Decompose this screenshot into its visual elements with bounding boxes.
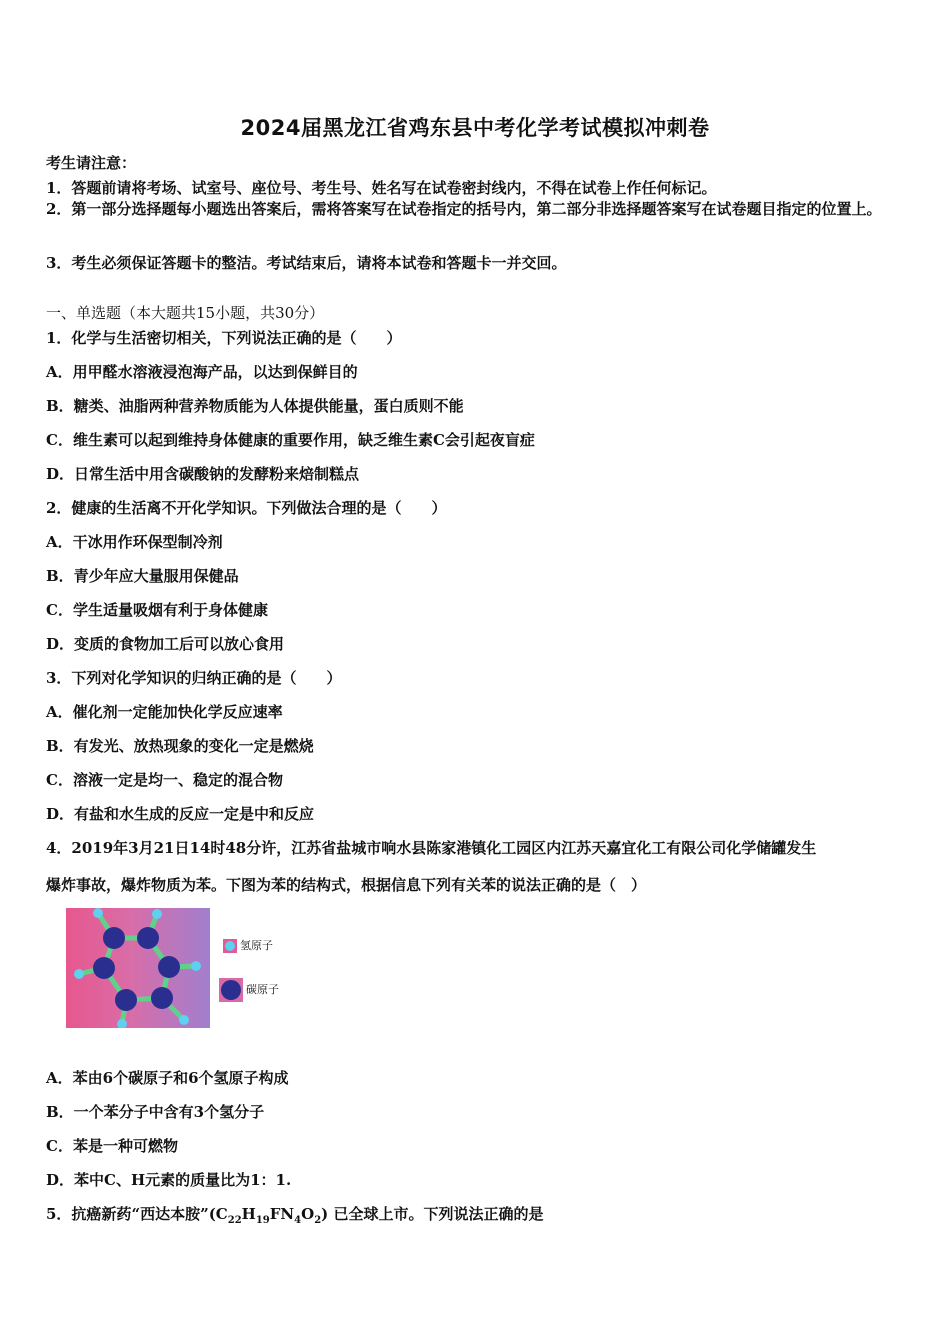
question-5-stem bbox=[46, 1203, 543, 1226]
notice-item-3: 3．考生必须保证答题卡的整洁。考试结束后，请将本试卷和答题卡一并交回。 bbox=[46, 254, 567, 272]
question-4-option-c: C．苯是一种可燃物 bbox=[46, 1137, 178, 1155]
question-3-option-b: B．有发光、放热现象的变化一定是燃烧 bbox=[46, 737, 314, 755]
question-2-stem: 2．健康的生活离不开化学知识。下列做法合理的是（ ） bbox=[46, 499, 447, 517]
question-4-option-b: B．一个苯分子中含有3个氢分子 bbox=[46, 1103, 265, 1121]
q5-suffix: ) 已全球上市。下列说法正确的是 bbox=[321, 1205, 544, 1223]
q5-h: H bbox=[241, 1205, 256, 1223]
question-1-option-d: D．日常生活中用含碳酸钠的发酵粉来焙制糕点 bbox=[46, 465, 360, 483]
legend-hydrogen bbox=[223, 937, 273, 953]
question-2-option-d: D．变质的食物加工后可以放心食用 bbox=[46, 635, 285, 653]
q5-fn: FN bbox=[269, 1205, 295, 1223]
q5-sub-c: 22 bbox=[227, 1215, 242, 1226]
q5-prefix: 5．抗癌新药“西达本胺”(C bbox=[46, 1205, 228, 1223]
carbon-atom-icon bbox=[219, 978, 243, 1002]
q5-sub-n: 4 bbox=[294, 1215, 302, 1226]
hydrogen-atom-icon bbox=[223, 939, 237, 953]
page-title: 2024届黑龙江省鸡东县中考化学考试模拟冲刺卷 bbox=[240, 116, 710, 140]
q5-sub-h: 19 bbox=[255, 1215, 270, 1226]
question-1-option-c: C．维生素可以起到维持身体健康的重要作用，缺乏维生素C会引起夜盲症 bbox=[46, 431, 535, 449]
legend-hydrogen-label: 氢原子 bbox=[240, 939, 273, 952]
question-2-option-a: A．干冰用作环保型制冷剂 bbox=[46, 533, 223, 551]
question-3-stem: 3．下列对化学知识的归纳正确的是（ ） bbox=[46, 669, 342, 687]
question-1-option-a: A．用甲醛水溶液浸泡海产品，以达到保鲜目的 bbox=[46, 363, 358, 381]
question-4-stem-line-1: 4．2019年3月21日14时48分许，江苏省盐城市响水县陈家港镇化工园区内江苏天嘉宜化工有限公司化学储罐发生 bbox=[46, 839, 817, 857]
legend-carbon bbox=[219, 978, 279, 1002]
legend-carbon-label: 碳原子 bbox=[246, 983, 279, 996]
notice-item-2: 2．第一部分选择题每小题选出答案后，需将答案写在试卷指定的括号内，第二部分非选择题答案写在试卷题目指定的位置上。 bbox=[46, 200, 882, 218]
question-1-stem: 1．化学与生活密切相关，下列说法正确的是（ ） bbox=[46, 329, 402, 347]
notice-heading: 考生请注意： bbox=[46, 154, 137, 172]
notice-item-1: 1．答题前请将考场、试室号、座位号、考生号、姓名写在试卷密封线内，不得在试卷上作任何标记。 bbox=[46, 179, 717, 197]
question-2-option-c: C．学生适量吸烟有利于身体健康 bbox=[46, 601, 268, 619]
question-4-option-a: A．苯由6个碳原子和6个氢原子构成 bbox=[46, 1069, 289, 1087]
question-4-option-d: D．苯中C、H元素的质量比为1：1. bbox=[46, 1171, 292, 1189]
question-1-option-b: B．糖类、油脂两种营养物质能为人体提供能量，蛋白质则不能 bbox=[46, 397, 464, 415]
question-3-option-d: D．有盐和水生成的反应一定是中和反应 bbox=[46, 805, 315, 823]
benzene-structure-figure bbox=[66, 908, 210, 1028]
q5-sub-o: 2 bbox=[314, 1215, 322, 1226]
question-3-option-a: A．催化剂一定能加快化学反应速率 bbox=[46, 703, 283, 721]
question-2-option-b: B．青少年应大量服用保健品 bbox=[46, 567, 239, 585]
question-3-option-c: C．溶液一定是均一、稳定的混合物 bbox=[46, 771, 283, 789]
q5-o: O bbox=[301, 1205, 315, 1223]
benzene-molecule-image bbox=[66, 908, 210, 1028]
section-heading: 一、单选题（本大题共15小题，共30分） bbox=[46, 304, 325, 322]
question-4-stem-line-2: 爆炸事故，爆炸物质为苯。下图为苯的结构式，根据信息下列有关苯的说法正确的是（ ） bbox=[46, 876, 647, 894]
